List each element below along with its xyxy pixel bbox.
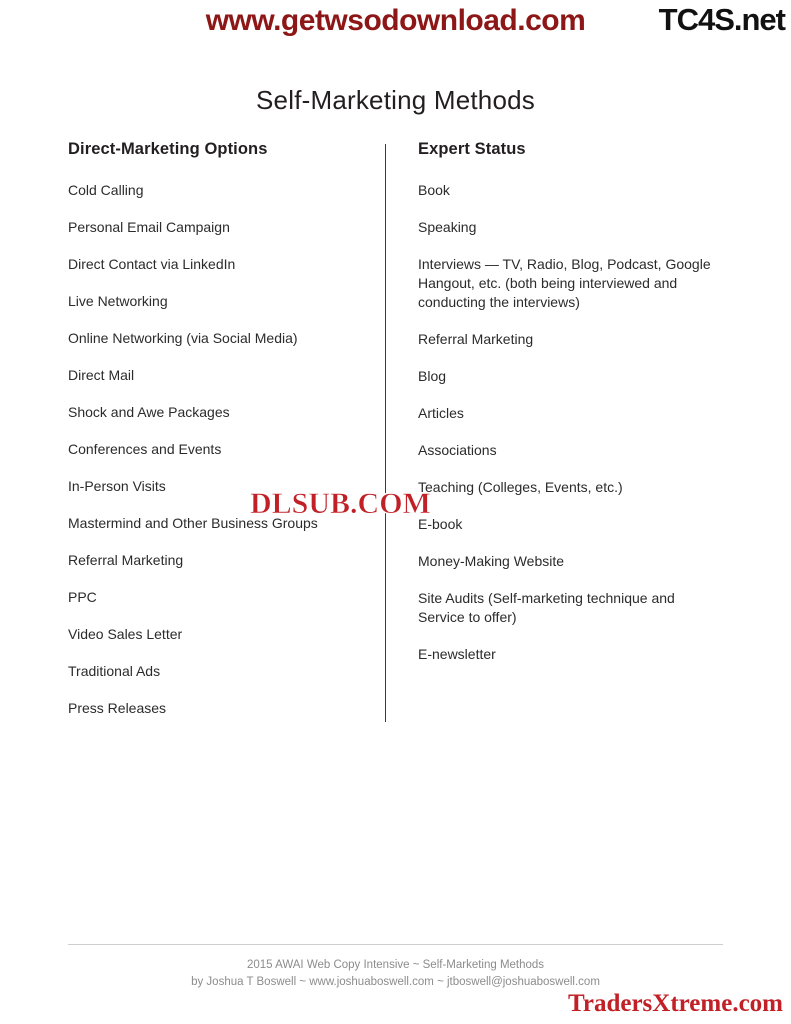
list-expert-status bbox=[418, 181, 718, 664]
list-item: Conferences and Events bbox=[68, 441, 222, 457]
footer bbox=[0, 957, 791, 991]
list-item: Personal Email Campaign bbox=[68, 219, 230, 235]
list-item: Press Releases bbox=[68, 700, 167, 716]
list-item: Direct Mail bbox=[68, 367, 135, 383]
list-item: Live Networking bbox=[68, 293, 168, 309]
column-expert-status bbox=[418, 140, 718, 682]
list-item: Mastermind and Other Business Groups bbox=[68, 515, 318, 531]
list-item: Online Networking (via Social Media) bbox=[68, 330, 298, 346]
footer-line-2: by Joshua T Boswell ~ www.joshuaboswell.com ~ jtboswell@joshuaboswell.com bbox=[191, 976, 600, 988]
list-item: In-Person Visits bbox=[68, 478, 166, 494]
list-item: Direct Contact via LinkedIn bbox=[68, 256, 236, 272]
footer-divider bbox=[68, 944, 723, 945]
list-item: Referral Marketing bbox=[418, 331, 534, 347]
list-item: Teaching (Colleges, Events, etc.) bbox=[418, 479, 623, 495]
list-item: Video Sales Letter bbox=[68, 626, 183, 642]
list-item: Cold Calling bbox=[68, 182, 144, 198]
column-direct-marketing-options bbox=[68, 140, 368, 736]
list-direct-marketing-options bbox=[68, 181, 368, 718]
list-item: Blog bbox=[418, 368, 447, 384]
page-title: Self-Marketing Methods bbox=[256, 85, 535, 116]
list-item: Traditional Ads bbox=[68, 663, 161, 679]
content-columns bbox=[0, 140, 791, 760]
watermark-top-center: www.getwsodownload.com bbox=[205, 4, 586, 37]
watermark-center: DLSUB.COM bbox=[250, 487, 431, 520]
watermark-top-right: TC4S.net bbox=[658, 2, 785, 37]
list-item: PPC bbox=[68, 589, 97, 605]
footer-line-1: 2015 AWAI Web Copy Intensive ~ Self-Marketing Methods bbox=[246, 959, 545, 971]
list-item: Interviews — TV, Radio, Blog, Podcast, Google Hangout, etc. (both being interviewed and conducting the interviews) bbox=[418, 256, 711, 310]
list-item: Book bbox=[418, 182, 450, 198]
list-item: Site Audits (Self-marketing technique and Service to offer) bbox=[418, 590, 675, 625]
column-divider bbox=[385, 144, 386, 722]
list-item: Money-Making Website bbox=[418, 553, 565, 569]
watermark-bottom-right: TradersXtreme.com bbox=[568, 990, 783, 1017]
column-heading-right: Expert Status bbox=[418, 140, 526, 158]
list-item: E-newsletter bbox=[418, 646, 496, 662]
list-item: Shock and Awe Packages bbox=[68, 404, 230, 420]
list-item: E-book bbox=[418, 516, 463, 532]
list-item: Associations bbox=[418, 442, 497, 458]
list-item: Referral Marketing bbox=[68, 552, 184, 568]
column-heading-left: Direct-Marketing Options bbox=[68, 140, 268, 158]
list-item: Speaking bbox=[418, 219, 477, 235]
list-item: Articles bbox=[418, 405, 464, 421]
